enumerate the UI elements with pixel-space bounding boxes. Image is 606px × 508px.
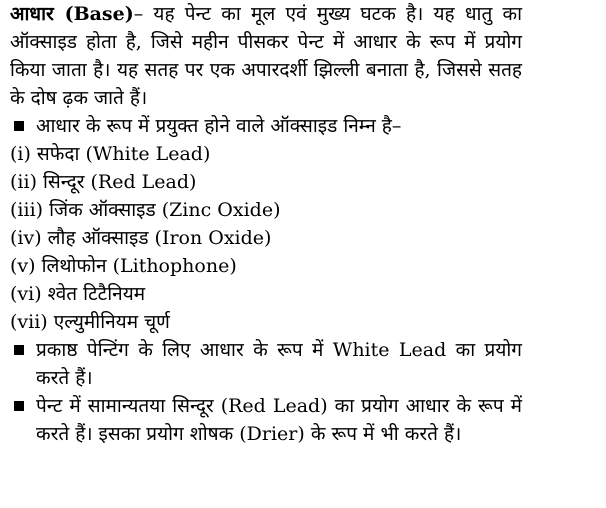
list-item: [10, 308, 522, 336]
note-bullet-white-lead: [10, 336, 522, 392]
list-item-text: श्वेत टिटैनियम: [47, 283, 146, 305]
list-item: [10, 168, 522, 196]
list-item: [10, 280, 522, 308]
square-bullet-icon: [14, 401, 24, 411]
list-item: [10, 224, 522, 252]
list-item-number: (vii): [10, 311, 48, 333]
square-bullet-icon: [14, 345, 24, 355]
list-item: [10, 196, 522, 224]
intro-text: – यह पेन्ट का मूल एवं मुख्य घटक है। यह धातु का ऑक्साइड होता है, जिसे महीन पीसकर पेन्ट में आधार के रूप में प्रयोग किया जाता है। यह सतह पर एक अपारदर्शी झिल्ली बनाता है, जिससे सतह के दोष ढ़क जाते हैं।: [10, 3, 523, 109]
list-intro-text: आधार के रूप में प्रयुक्त होने वाले ऑक्साइड निम्न है–: [36, 115, 402, 137]
list-item-number: (ii): [10, 171, 37, 193]
note-bullet-red-lead: [10, 392, 522, 448]
square-bullet-icon: [14, 121, 24, 131]
list-item-text: जिंक ऑक्साइड (Zinc Oxide): [49, 199, 281, 221]
oxide-list: [10, 140, 522, 336]
list-item-number: (iii): [10, 199, 44, 221]
list-item: [10, 252, 522, 280]
list-item-text: सिन्दूर (Red Lead): [42, 171, 197, 193]
list-item-text: सफेदा (White Lead): [36, 143, 211, 165]
list-item-number: (vi): [10, 283, 42, 305]
list-item-text: लौह ऑक्साइड (Iron Oxide): [47, 227, 272, 249]
intro-paragraph: [10, 0, 522, 112]
note-text: प्रकाष्ठ पेन्टिंग के लिए आधार के रूप में White Lead का प्रयोग करते हैं।: [36, 339, 522, 389]
list-item-number: (v): [10, 255, 36, 277]
list-item: [10, 140, 522, 168]
base-heading: आधार (Base): [10, 3, 134, 25]
list-item-text: लिथोफोन (Lithophone): [41, 255, 237, 277]
document-page: [10, 0, 522, 448]
list-item-number: (i): [10, 143, 31, 165]
note-text: पेन्ट में सामान्यतया सिन्दूर (Red Lead) का प्रयोग आधार के रूप में करते हैं। इसका प्रयोग शोषक (Drier) के रूप में भी करते हैं।: [36, 395, 522, 445]
list-item-number: (iv): [10, 227, 42, 249]
list-item-text: एल्युमीनियम चूर्ण: [53, 311, 170, 333]
list-intro-bullet: [10, 112, 522, 140]
